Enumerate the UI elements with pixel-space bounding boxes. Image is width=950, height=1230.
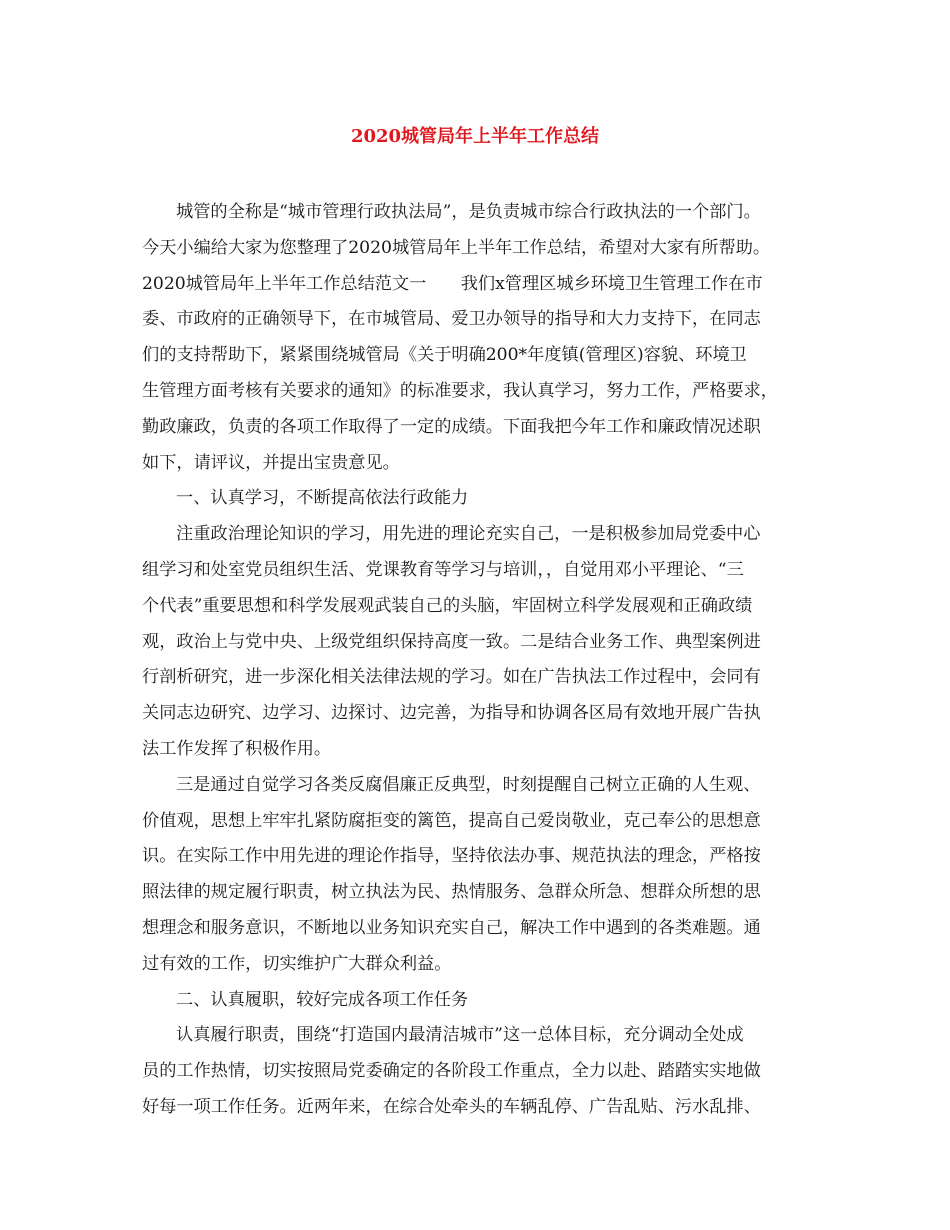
body-line: 关同志边研究、边学习、边探讨、边完善，为指导和协调各区局有效地开展广告执 <box>142 703 761 724</box>
body-line: 委、市政府的正确领导下，在市城管局、爱卫办领导的指导和大力支持下，在同志 <box>142 309 761 330</box>
body-line: 法工作发挥了积极作用。 <box>142 738 332 759</box>
body-line: 好每一项工作任务。近两年来，在综合处牵头的车辆乱停、广告乱贴、污水乱排、 <box>142 1096 761 1117</box>
body-line: 过有效的工作，切实维护广大群众利益。 <box>142 953 452 974</box>
body-line: 2020城管局年上半年工作总结范文一 我们x管理区城乡环境卫生管理工作在市 <box>142 273 763 294</box>
document-body <box>142 195 814 1126</box>
body-line: 观，政治上与党中央、上级党组织保持高度一致。二是结合业务工作、典型案例进 <box>142 631 761 652</box>
body-line: 注重政治理论知识的学习，用先进的理论充实自己，一是积极参加局党委中心 <box>176 524 761 545</box>
body-line: 生管理方面考核有关要求的通知》的标准要求，我认真学习，努力工作，严格要求， <box>142 380 778 401</box>
section-heading: 一、认真学习，不断提高依法行政能力 <box>176 488 469 509</box>
body-line: 员的工作热情，切实按照局党委确定的各阶段工作重点，全力以赴、踏踏实实地做 <box>142 1061 761 1082</box>
body-line: 照法律的规定履行职责，树立执法为民、热情服务、急群众所急、想群众所想的思 <box>142 882 761 903</box>
body-line: 勤政廉政，负责的各项工作取得了一定的成绩。下面我把今年工作和廉政情况述职 <box>142 416 761 437</box>
body-line: 想理念和服务意识，不断地以业务知识充实自己，解决工作中遇到的各类难题。通 <box>142 917 761 938</box>
body-line: 个代表”重要思想和科学发展观武装自己的头脑，牢固树立科学发展观和正确政绩 <box>142 595 753 616</box>
section-heading: 二、认真履职，较好完成各项工作任务 <box>176 989 469 1010</box>
body-line: 们的支持帮助下，紧紧围绕城管局《关于明确200*年度镇(管理区)容貌、环境卫 <box>142 345 747 366</box>
body-line: 识。在实际工作中用先进的理论作指导，坚持依法办事、规范执法的理念，严格按 <box>142 846 761 867</box>
body-line: 价值观，思想上牢牢扎紧防腐拒变的篱笆，提高自己爱岗敬业，克己奉公的思想意 <box>142 810 761 831</box>
body-line: 组学习和处室党员组织生活、党课教育等学习与培训，，自觉用邓小平理论、“三 <box>142 559 744 580</box>
body-line: 城管的全称是“城市管理行政执法局”，是负责城市综合行政执法的一个部门。 <box>176 202 761 222</box>
body-line: 如下，请评议，并提出宝贵意见。 <box>142 452 400 473</box>
body-line: 行剖析研究，进一步深化相关法律法规的学习。如在广告执法工作过程中，会同有 <box>142 667 761 688</box>
body-line: 认真履行职责，围绕“打造国内最清洁城市”这一总体目标，充分调动全处成 <box>176 1025 744 1046</box>
document-title: 2020城管局年上半年工作总结 <box>350 126 600 147</box>
body-line: 三是通过自觉学习各类反腐倡廉正反典型，时刻提醒自己树立正确的人生观、 <box>176 774 761 795</box>
body-line: 今天小编给大家为您整理了2020城管局年上半年工作总结，希望对大家有所帮助。 <box>142 237 771 258</box>
